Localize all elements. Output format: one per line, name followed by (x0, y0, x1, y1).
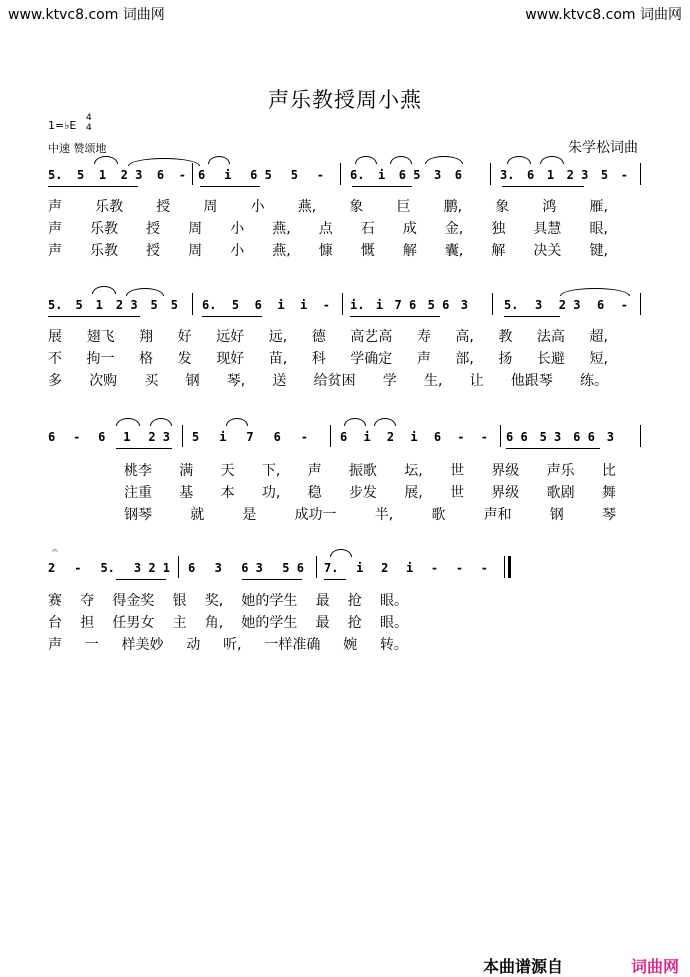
note: 5 3 (539, 430, 562, 444)
note: 6 (98, 430, 106, 444)
note: 5 (77, 168, 85, 182)
lyric: 声 (48, 243, 62, 259)
lyric: 解 (402, 243, 417, 259)
note: 6 (48, 430, 56, 444)
note: 3 (534, 298, 543, 312)
note: i (375, 298, 384, 312)
lyric: 超, (589, 329, 608, 345)
lyric: 解 (491, 243, 506, 259)
lyric-line-3 (48, 240, 608, 260)
lyric: 歌剧 (546, 485, 575, 501)
note: - (455, 561, 464, 575)
lyric: 婉 (343, 637, 358, 653)
lyric: 眼, (589, 221, 608, 237)
lyric: 声 (307, 463, 322, 479)
page-title: 声乐教授周小燕 (268, 88, 422, 112)
note: 6 5 (398, 168, 421, 182)
lyric: 现好 (216, 351, 245, 367)
barline (178, 556, 179, 578)
lyric: 多 (48, 373, 62, 389)
lyric: 满 (179, 463, 194, 479)
lyric: 基 (179, 485, 194, 501)
lyric: 坛, (404, 463, 423, 479)
slur (94, 156, 118, 164)
lyric: 琴, (226, 373, 246, 389)
lyric: 振歌 (348, 463, 377, 479)
lyric: 囊, (444, 243, 464, 259)
lyric: 声和 (483, 507, 512, 523)
lyric: 独 (491, 221, 506, 237)
barline (192, 293, 193, 315)
lyric: 歌 (431, 507, 446, 523)
note: 6 (156, 168, 165, 182)
lyric: 最 (315, 615, 330, 631)
time-signature (86, 113, 92, 133)
note: 5 (75, 298, 83, 312)
note: 7 6 (394, 298, 417, 312)
bar-2-1 (48, 295, 178, 315)
lyric: 听, (223, 637, 242, 653)
lyric: 世 (449, 463, 464, 479)
note: 2 (386, 430, 395, 444)
bar-3-4 (506, 427, 614, 447)
lyric: 金, (444, 221, 464, 237)
slur (226, 418, 248, 426)
lyric: 给贫困 (313, 373, 356, 389)
bar-1-2 (198, 165, 324, 185)
footer-site: 词曲网 (631, 957, 680, 976)
lyric: 周 (188, 221, 203, 237)
note: 5 (150, 298, 158, 312)
lyric: 燕, (272, 243, 291, 259)
lyric: 奖, (204, 593, 224, 609)
note: 7 (246, 430, 254, 444)
lyric: 象 (495, 199, 510, 215)
note: 5. (48, 298, 63, 312)
slur (507, 156, 531, 164)
bar-1-1 (48, 165, 186, 185)
barline (340, 163, 341, 185)
note: 6 5 (250, 168, 272, 182)
note: - (73, 430, 81, 444)
barline (500, 425, 501, 447)
note: 3 (214, 561, 222, 575)
slur (116, 418, 140, 426)
note: 1 (95, 298, 103, 312)
note: 6. (202, 298, 217, 312)
tie (128, 158, 200, 166)
barline (316, 556, 317, 578)
lyric: 桃李 (124, 463, 152, 479)
note: 3. (500, 168, 515, 182)
beam (202, 316, 262, 317)
lyric: 半, (374, 507, 394, 523)
note: 2 3 (120, 168, 143, 182)
slur (208, 156, 230, 164)
barline (640, 293, 641, 315)
barline (182, 425, 183, 447)
bar-4-3 (324, 558, 488, 578)
beam (48, 186, 138, 187)
lyric: 点 (318, 221, 333, 237)
lyric: 象 (349, 199, 364, 215)
note: i (377, 168, 386, 182)
note: 6 (433, 430, 442, 444)
lyric: 琴 (601, 507, 616, 523)
bar-4-1 (48, 558, 170, 578)
lyric: 苗, (268, 351, 288, 367)
bar-3-1 (48, 427, 170, 447)
lyric: 就 (190, 507, 205, 523)
lyric: 授 (156, 199, 171, 215)
note: - (300, 430, 308, 444)
lyric-line-3 (48, 634, 408, 654)
beam (506, 448, 600, 449)
lyric: 寿 (416, 329, 431, 345)
beam (352, 186, 412, 187)
lyric: 格 (139, 351, 154, 367)
note: i (405, 561, 414, 575)
note: 5. (504, 298, 519, 312)
lyric: 下, (261, 463, 281, 479)
beam (48, 316, 140, 317)
lyric: 买 (144, 373, 159, 389)
note: - (480, 561, 488, 575)
lyric: 生, (423, 373, 443, 389)
slur (344, 418, 366, 426)
note: 2 3 (115, 298, 138, 312)
lyric-line-3 (124, 504, 616, 524)
lyric: 稳 (307, 485, 322, 501)
lyric: 担 (80, 615, 95, 631)
note: - (620, 168, 628, 182)
note: - (178, 168, 186, 182)
lyric: 好 (177, 329, 192, 345)
note: 6 (596, 298, 605, 312)
lyric: 任男女 (112, 615, 155, 631)
lyric: 界级 (491, 485, 520, 501)
note: 5 6 (282, 561, 304, 575)
lyric: 成 (402, 221, 417, 237)
lyric: 乐教 (95, 199, 124, 215)
note: i (300, 298, 308, 312)
lyric: 声 (416, 351, 431, 367)
note: 6 (340, 430, 348, 444)
watermark-left: www.ktvc8.com 词曲网 (8, 7, 165, 23)
beam (242, 579, 302, 580)
lyric: 决关 (533, 243, 562, 259)
note: - (620, 298, 628, 312)
lyric: 他跟琴 (510, 373, 553, 389)
slur (355, 156, 377, 164)
lyric: 远好 (216, 329, 245, 345)
lyric: 一样准确 (264, 637, 321, 653)
lyric: 雁, (589, 199, 608, 215)
lyric: 钢 (549, 507, 564, 523)
note: - (430, 561, 439, 575)
barline (640, 163, 641, 185)
bar-1-4 (500, 165, 628, 185)
note: 2 3 (566, 168, 589, 182)
lyric: 界级 (491, 463, 520, 479)
beam (504, 316, 560, 317)
lyric: 动 (186, 637, 201, 653)
lyric: 周 (203, 199, 218, 215)
note: 5 (231, 298, 240, 312)
lyric: 授 (146, 243, 161, 259)
note: - (322, 298, 330, 312)
lyric: 石 (360, 221, 375, 237)
note: - (74, 561, 82, 575)
fermata-icon: 𝄐 (52, 546, 58, 557)
beam (502, 186, 584, 187)
final-barline-thin (504, 556, 505, 578)
barline (640, 425, 641, 447)
note: 2 (381, 561, 389, 575)
lyric: 声 (48, 221, 62, 237)
note: 2 (48, 561, 56, 575)
lyric: 步发 (348, 485, 377, 501)
lyric: 声 (48, 637, 62, 653)
beam (350, 316, 440, 317)
lyric: 小 (230, 221, 245, 237)
note: 6 (527, 168, 535, 182)
meter-top: 4 (86, 113, 92, 123)
note: i (363, 430, 371, 444)
bar-2-4 (504, 295, 628, 315)
note: 5 (170, 298, 178, 312)
slur (374, 418, 396, 426)
lyric: 注重 (124, 485, 152, 501)
lyric: 翅飞 (86, 329, 115, 345)
watermark-right: www.ktvc8.com 词曲网 (525, 7, 682, 23)
note: 3 (433, 168, 442, 182)
lyric: 她的学生 (241, 593, 298, 609)
note: 5 (192, 430, 200, 444)
lyric: 巨 (396, 199, 411, 215)
note: 5 6 (427, 298, 450, 312)
lyric-line-1 (124, 460, 616, 480)
note: i (356, 561, 364, 575)
note: 6. (350, 168, 365, 182)
lyric: 比 (601, 463, 616, 479)
lyric: 鸿 (542, 199, 557, 215)
barline (192, 163, 193, 185)
bar-4-2 (188, 558, 304, 578)
lyric: 转。 (379, 637, 408, 653)
lyric: 慷 (318, 243, 333, 259)
lyric: 银 (172, 593, 187, 609)
note: 6 (273, 430, 281, 444)
slur (390, 156, 412, 164)
lyric: 钢 (185, 373, 200, 389)
lyric: 世 (449, 485, 464, 501)
note: 6 (454, 168, 462, 182)
note: 2 3 (558, 298, 581, 312)
lyric: 授 (146, 221, 161, 237)
barline (492, 293, 493, 315)
note: 5. (100, 561, 115, 575)
lyric: 本 (220, 485, 235, 501)
lyric: 功, (261, 485, 281, 501)
lyric: 小 (250, 199, 265, 215)
note: 5. (48, 168, 63, 182)
lyric-line-1 (48, 326, 608, 346)
note: 6 6 (506, 430, 528, 444)
lyric: 不 (48, 351, 62, 367)
bar-2-2 (202, 295, 330, 315)
lyric: 抢 (347, 593, 362, 609)
slur (92, 286, 116, 294)
note: - (480, 430, 488, 444)
note: 6 (188, 561, 196, 575)
lyric: 赛 (48, 593, 62, 609)
meter-bottom: 4 (86, 123, 92, 133)
lyric: 练。 (579, 373, 608, 389)
lyric: 高, (455, 329, 474, 345)
lyric: 发 (177, 351, 192, 367)
note: 3 2 1 (133, 561, 170, 575)
beam (200, 186, 260, 187)
lyric: 法高 (536, 329, 565, 345)
lyric: 主 (172, 615, 187, 631)
lyric: 教 (498, 329, 513, 345)
note: - (457, 430, 465, 444)
note: 1 (546, 168, 555, 182)
lyric-line-2 (48, 612, 408, 632)
lyric: 眼。 (379, 615, 408, 631)
lyric: 抢 (347, 615, 362, 631)
tempo-marking: 中速 赞颂地 (48, 142, 107, 155)
lyric: 乐教 (90, 243, 119, 259)
lyric: 部, (455, 351, 474, 367)
note: 1 (123, 430, 131, 444)
lyric: 乐教 (90, 221, 119, 237)
note: 1 (98, 168, 107, 182)
lyric: 送 (272, 373, 287, 389)
lyric: 样美妙 (121, 637, 164, 653)
barline (342, 293, 343, 315)
tie (126, 288, 164, 296)
lyric-line-2 (48, 218, 608, 238)
lyric: 一 (84, 637, 99, 653)
note: i (410, 430, 418, 444)
bar-2-3 (350, 295, 468, 315)
lyric: 眼。 (379, 593, 408, 609)
lyric: 舞 (601, 485, 616, 501)
beam (116, 579, 166, 580)
author-credit: 朱学松词曲 (568, 140, 638, 156)
lyric: 成功一 (294, 507, 337, 523)
lyric-line-2 (124, 482, 616, 502)
lyric: 次购 (89, 373, 118, 389)
lyric: 展, (404, 485, 423, 501)
lyric: 钢琴 (124, 507, 152, 523)
note: 3 (460, 298, 468, 312)
lyric: 键, (589, 243, 608, 259)
lyric: 燕, (272, 221, 291, 237)
lyric: 翔 (139, 329, 154, 345)
note: 2 3 (148, 430, 170, 444)
lyric: 小 (230, 243, 245, 259)
lyric-line-1 (48, 590, 408, 610)
lyric: 得金奖 (112, 593, 155, 609)
lyric: 具慧 (533, 221, 562, 237)
note: 5 (290, 168, 298, 182)
barline (490, 163, 491, 185)
note: i (277, 298, 285, 312)
lyric: 德 (311, 329, 326, 345)
lyric: 慨 (360, 243, 375, 259)
bar-1-3 (350, 165, 462, 185)
lyric-line-2 (48, 348, 608, 368)
lyric: 鹏, (443, 199, 463, 215)
beam (116, 448, 172, 449)
lyric: 她的学生 (241, 615, 298, 631)
lyric-line-1 (48, 196, 608, 216)
lyric: 扬 (498, 351, 513, 367)
lyric: 学 (382, 373, 397, 389)
note: 6 6 (573, 430, 595, 444)
lyric: 科 (311, 351, 326, 367)
barline (330, 425, 331, 447)
lyric: 最 (315, 593, 330, 609)
lyric: 天 (220, 463, 235, 479)
lyric: 夺 (80, 593, 95, 609)
note: i (219, 430, 227, 444)
note: 6 (198, 168, 206, 182)
slur (540, 156, 564, 164)
lyric: 声 (48, 199, 62, 215)
note: 6 (254, 298, 262, 312)
bar-3-3 (340, 427, 488, 447)
lyric: 学确定 (350, 351, 393, 367)
note: 3 (606, 430, 614, 444)
note: 6 3 (241, 561, 263, 575)
lyric: 燕, (297, 199, 317, 215)
lyric: 远, (268, 329, 288, 345)
footer-source: 本曲谱源自 (483, 957, 564, 976)
lyric: 台 (48, 615, 62, 631)
lyric-line-3 (48, 370, 608, 390)
slur (150, 418, 172, 426)
lyric: 高艺高 (350, 329, 393, 345)
lyric: 拘一 (86, 351, 115, 367)
note: 7. (324, 561, 339, 575)
bar-3-2 (192, 427, 308, 447)
slur (330, 549, 352, 557)
note: 5 (600, 168, 609, 182)
lyric: 周 (188, 243, 203, 259)
note: - (316, 168, 324, 182)
tie (560, 288, 630, 296)
lyric: 让 (469, 373, 484, 389)
key-signature: 1=♭E (48, 119, 77, 132)
note: i (224, 168, 232, 182)
lyric: 短, (589, 351, 608, 367)
lyric: 展 (48, 329, 62, 345)
lyric: 角, (204, 615, 224, 631)
beam (324, 579, 346, 580)
lyric: 声乐 (546, 463, 575, 479)
lyric: 是 (242, 507, 257, 523)
final-barline-thick (508, 556, 511, 578)
slur (425, 156, 463, 164)
lyric: 长避 (536, 351, 565, 367)
note: i. (350, 298, 365, 312)
